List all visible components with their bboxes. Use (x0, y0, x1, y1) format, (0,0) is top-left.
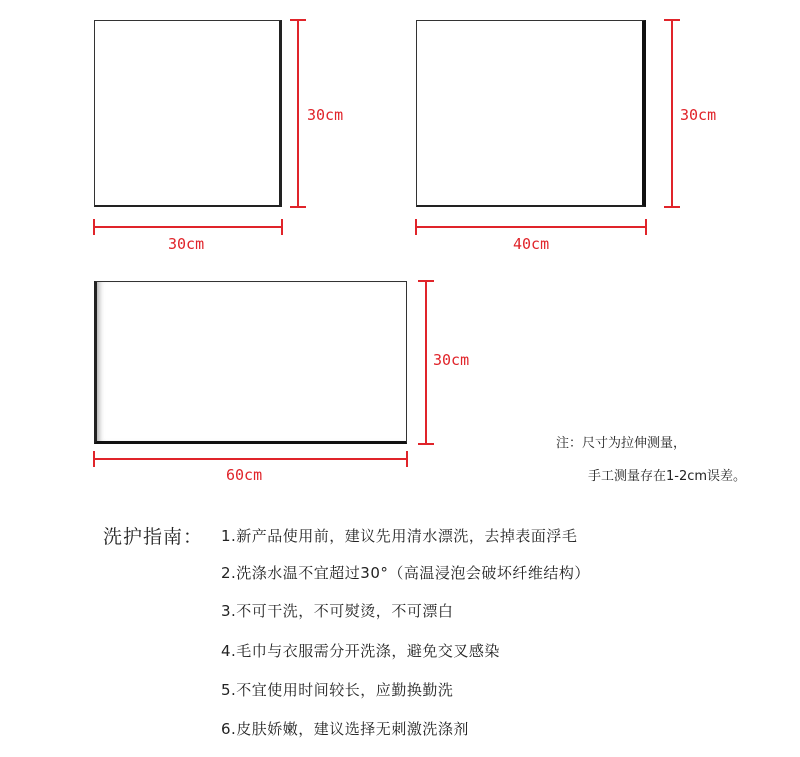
measurement-note-line1: 注：尺寸为拉伸测量， (556, 436, 687, 451)
care-item-6: 6.皮肤娇嫩，建议选择无刺激洗涤剂 (221, 720, 469, 738)
towel-30x30-height-label: 30cm (307, 106, 344, 124)
care-item-1: 1.新产品使用前，建议先用清水漂洗，去掉表面浮毛 (221, 527, 578, 545)
towel-60x30-width-label: 60cm (226, 466, 263, 484)
care-guide-title: 洗护指南： (103, 526, 204, 548)
care-item-3: 3.不可干洗，不可熨烫，不可漂白 (221, 602, 454, 620)
towel-40x30-height-label: 30cm (680, 106, 717, 124)
measurement-note-line2: 手工测量存在1-2cm误差。 (588, 469, 747, 484)
towel-30x30-width-label: 30cm (168, 235, 205, 253)
care-item-5: 5.不宜使用时间较长，应勤换勤洗 (221, 681, 454, 699)
towel-40x30-width-label: 40cm (513, 235, 550, 253)
care-item-4: 4.毛巾与衣服需分开洗涤，避免交叉感染 (221, 642, 500, 660)
care-item-2: 2.洗涤水温不宜超过30°（高温浸泡会破坏纤维结构） (221, 564, 590, 582)
towel-60x30-height-label: 30cm (433, 351, 470, 369)
